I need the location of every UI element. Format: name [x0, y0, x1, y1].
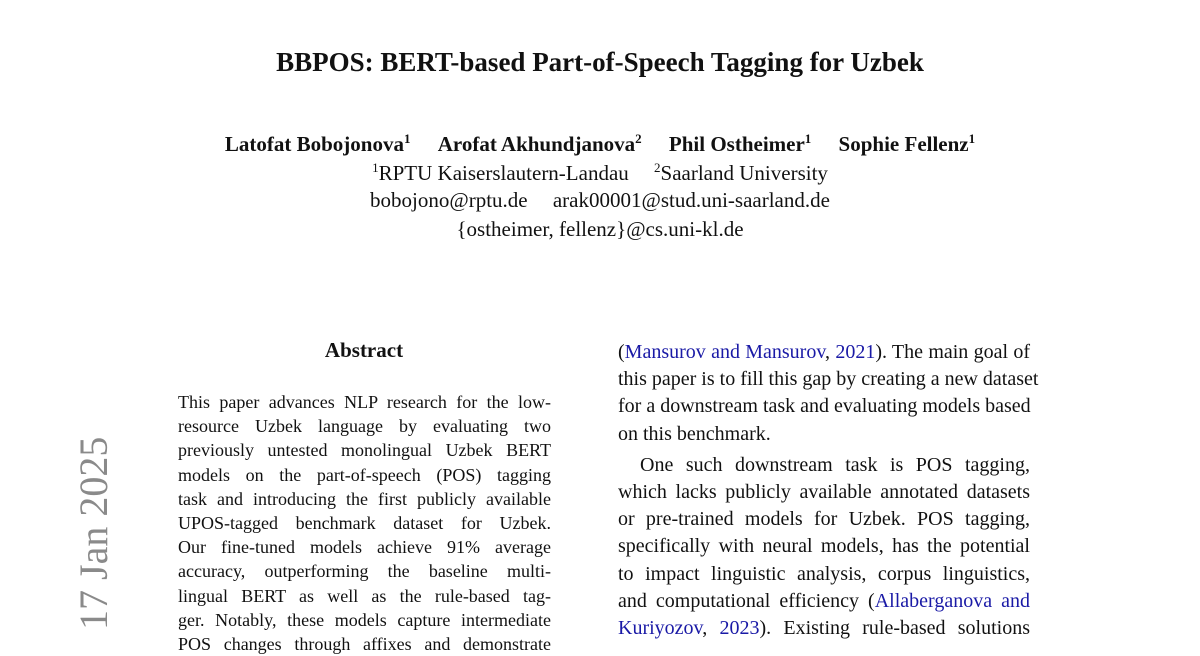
citation-link[interactable]: Allaberganova and: [874, 589, 1030, 612]
body-line: for a downstream task and evaluating models based: [618, 395, 1031, 418]
email[interactable]: bobojono@rptu.de: [370, 188, 528, 212]
body-line: One such downstream task is POS tagging,: [640, 453, 1030, 476]
body-line: specifically with neural models, has the potential: [618, 535, 1030, 558]
body-line: (Mansurov and Mansurov, 2021). The main goal of: [618, 341, 1030, 363]
affiliation: $^2$Saarland University: [654, 160, 828, 185]
abstract-line: resource Uzbek language by evaluating two: [178, 416, 551, 437]
abstract-line: task and introducing the first publicly available: [178, 488, 551, 509]
abstract-line: accuracy, outperforming the baseline multi-: [178, 561, 551, 582]
email-group[interactable]: {ostheimer, fellenz}@cs.uni-kl.de: [456, 217, 744, 241]
citation-link[interactable]: 2023: [719, 617, 760, 640]
abstract-line: previously untested monolingual Uzbek BERT: [178, 440, 551, 461]
affiliations: [0, 160, 1200, 186]
author: Arofat Akhundjanova$^2$: [437, 131, 642, 156]
paragraph: [618, 339, 1039, 448]
citation-link[interactable]: Mansurov and Mansurov: [624, 341, 826, 363]
body-line: or pre-trained models for Uzbek. POS tagging,: [618, 508, 1030, 531]
abstract-line: UPOS-tagged benchmark dataset for Uzbek.: [178, 513, 551, 534]
affiliation: $^1$RPTU Kaiserslautern-Landau: [372, 160, 629, 185]
abstract-line: POS changes through affixes and demonstrate: [178, 634, 551, 655]
email-line: [0, 188, 1200, 213]
email[interactable]: arak00001@stud.uni-saarland.de: [552, 188, 830, 212]
paragraph: [618, 452, 1030, 642]
author: Latofat Bobojonova$^1$: [224, 131, 411, 156]
abstract-line: lingual BERT as well as the rule-based tag-: [178, 585, 551, 606]
body-line: on this benchmark.: [618, 422, 771, 445]
abstract-line: This paper advances NLP research for the low-: [178, 392, 551, 412]
abstract-line: Our fine-tuned models achieve 91% average: [178, 537, 551, 558]
body-line: and computational efficiency (Allaberganova and: [618, 589, 1030, 612]
abstract-body: [178, 390, 551, 656]
body-line: which lacks publicly available annotated datasets: [618, 481, 1030, 504]
body-line: to impact linguistic analysis, corpus linguistics,: [618, 562, 1030, 585]
abstract-heading: Abstract: [324, 338, 404, 362]
paper-title: BBPOS: BERT-based Part-of-Speech Tagging for Uzbek: [276, 47, 924, 77]
author: Sophie Fellenz$^1$: [838, 131, 976, 156]
citation-link[interactable]: 2021: [835, 341, 876, 363]
body-line: this paper is to fill this gap by creating a new dataset: [618, 368, 1039, 391]
arxiv-stamp: 17 Jan 2025: [71, 436, 116, 630]
citation-link[interactable]: Kuriyozov: [618, 617, 703, 640]
body-line: Kuriyozov, 2023). Existing rule-based solutions: [618, 617, 1031, 640]
author-list: [0, 131, 1200, 157]
right-column: [618, 339, 1039, 642]
abstract-line: models on the part-of-speech (POS) tagging: [178, 464, 551, 485]
author: Phil Ostheimer$^1$: [668, 131, 812, 156]
abstract-line: ger. Notably, these models capture intermediate: [178, 609, 551, 630]
